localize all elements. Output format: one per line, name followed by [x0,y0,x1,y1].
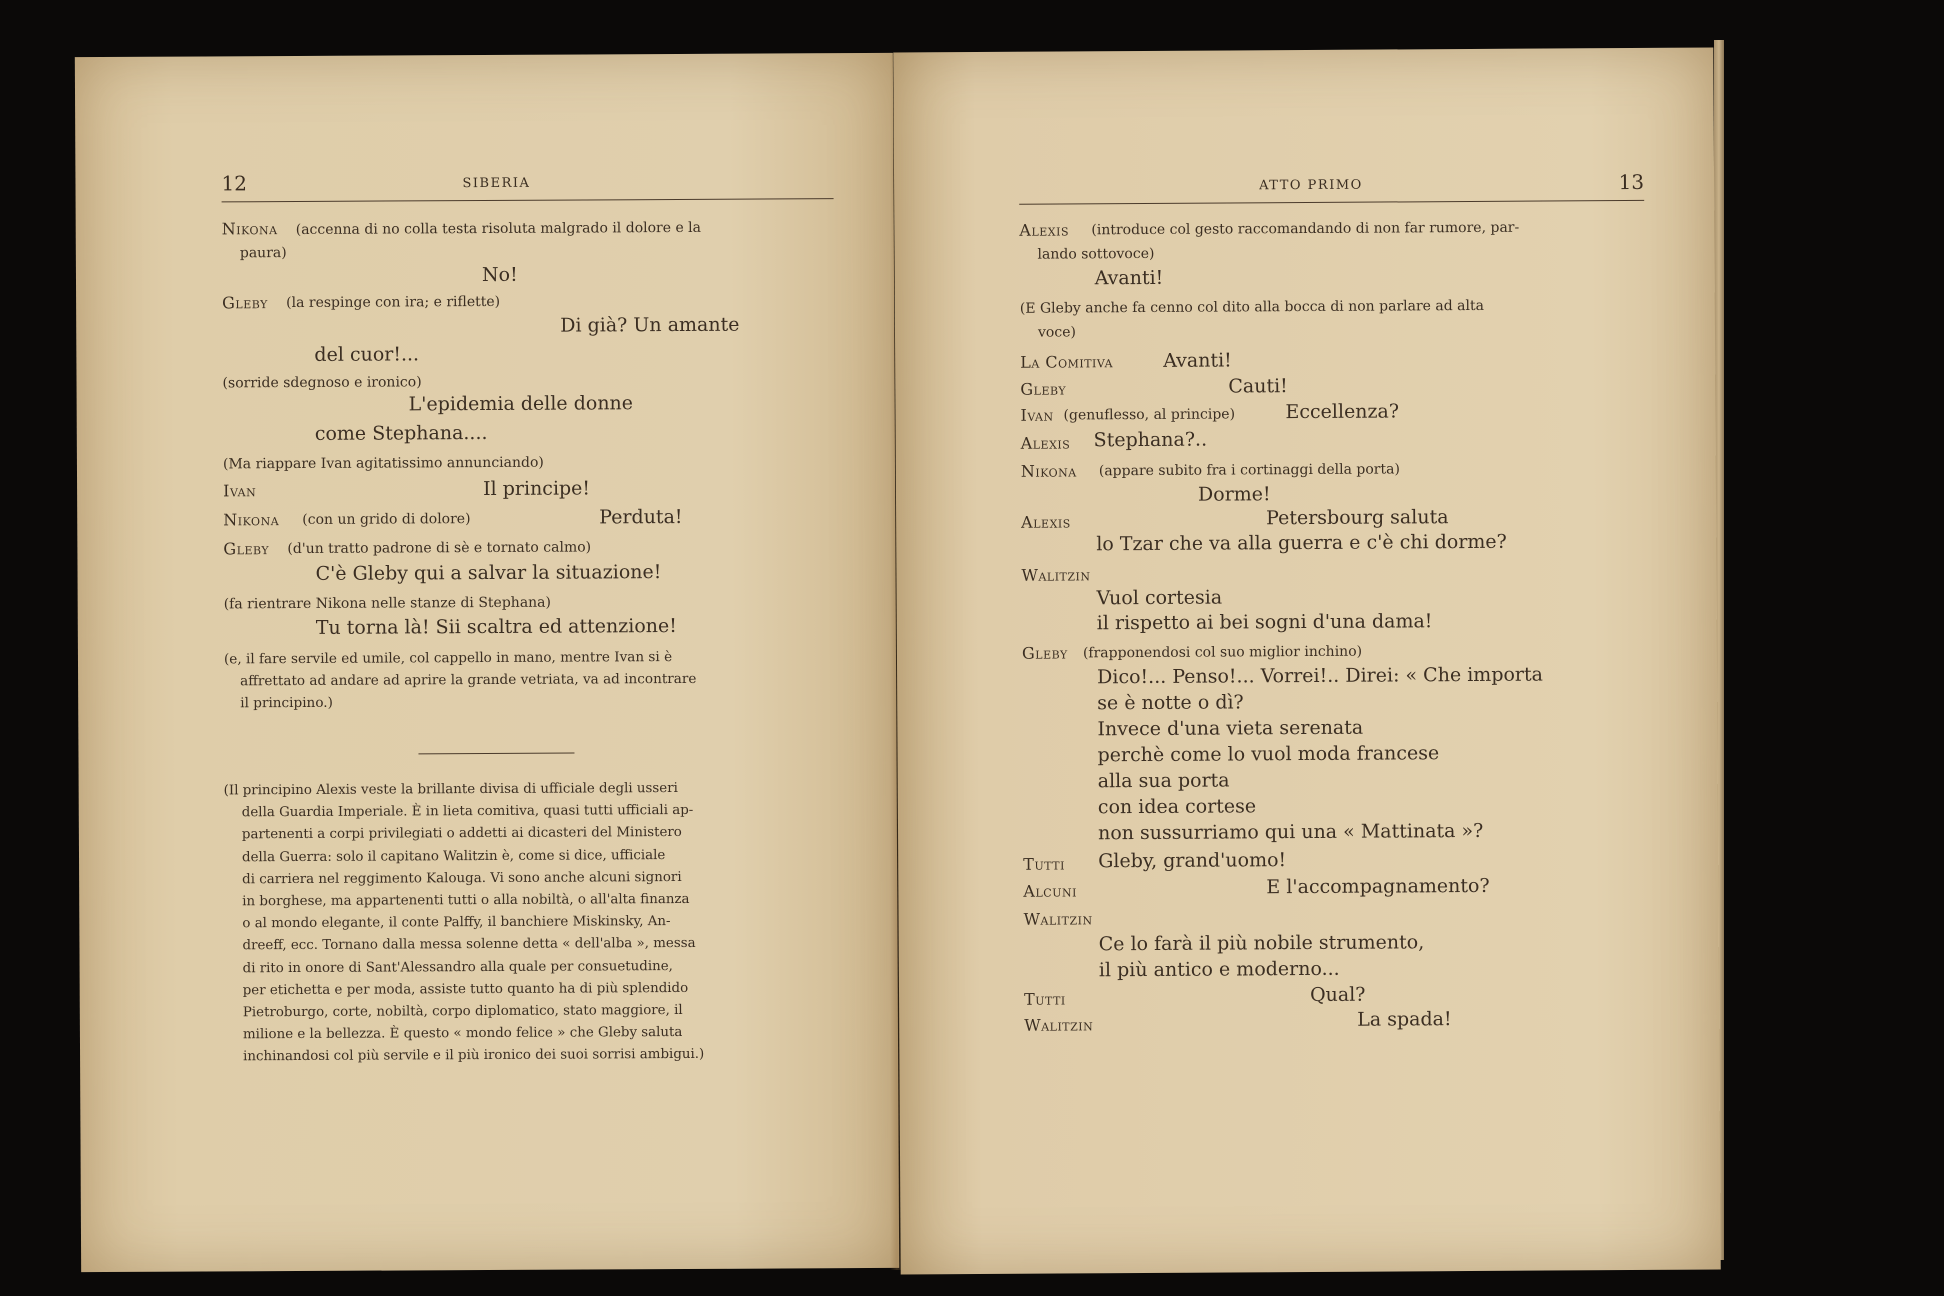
verse-line: Cauti! [1228,375,1288,398]
speaker-alexis: Alexis [1021,512,1071,532]
stage-direction: (e, il fare servile ed umile, col cappello in mano, mentre Ivan si è [223,649,673,668]
speaker-gleby: Gleby [223,539,270,559]
verse-line: Invece d'una vieta serenata [1097,716,1364,741]
paragraph-line: per etichetta e per moda, assiste tutto quanto ha di più splendido [242,980,689,999]
verse-line: lo Tzar che va alla guerra e c'è chi dorme? [1096,530,1507,556]
speaker-alcuni: Alcuni [1023,881,1077,901]
paragraph-line: o al mondo elegante, il conte Palffy, il banchiere Miskinsky, An- [242,914,671,932]
verse-line: Dorme! [1197,483,1271,506]
right-page-number: 13 [1618,169,1645,195]
stage-direction: paura) [239,245,287,262]
paragraph-line: della Guerra: solo il capitano Walitzin è, come si dice, ufficiale [241,847,666,865]
left-page [75,53,899,1272]
stage-direction: (sorride sdegnoso e ironico) [222,374,422,392]
paragraph-line: dreeff, ecc. Tornano dalla messa solenne detta « dell'alba », messa [242,936,696,954]
paragraph-line: di carriera nel reggimento Kalouga. Vi sono anche alcuni signori [242,869,682,888]
verse-line: Vuol cortesia [1096,586,1223,610]
speaker-ivan: Ivan [1020,405,1054,425]
stage-direction: (accenna di no colla testa risoluta malgrado il dolore e la [295,219,702,238]
verse-line: L'epidemia delle donne [408,392,634,416]
speaker-walitzin: Walitzin [1023,909,1093,929]
paragraph-line: milione e la bellezza. È questo « mondo felice » che Gleby saluta [242,1025,683,1043]
verse-line: se è notte o dì? [1097,691,1244,715]
verse-line: Di già? Un amante [560,313,740,337]
left-header [221,168,833,202]
verse-line: Dico!... Penso!... Vorrei!.. Direi: « Che importa [1097,663,1544,689]
verse-line: E l'accompagnamento? [1266,874,1490,899]
paragraph-line: della Guardia Imperiale. È in lieta comitiva, quasi tutti ufficiali ap- [241,803,694,821]
speaker-gleby: Gleby [1020,379,1067,399]
stage-direction: (frapponendosi col suo miglior inchino) [1082,643,1363,662]
paragraph-line: di rito in onore di Sant'Alessandro alla quale per consuetudine, [242,958,673,976]
paragraph-line: partenenti a corpi privilegiati o addetti ai dicasteri del Ministero [241,825,682,843]
speaker-nikona: Nikona [223,510,280,530]
speaker-gleby: Gleby [222,293,268,313]
verse-line: Eccellenza? [1285,400,1400,424]
stage-direction: voce) [1037,324,1076,341]
speaker-alexis: Alexis [1019,220,1070,240]
verse-line: No! [481,263,518,287]
verse-line: C'è Gleby qui a salvar la situazione! [315,561,662,585]
verse-line: il più antico e moderno... [1098,957,1340,982]
verse-line: Ce lo farà il più nobile strumento, [1098,931,1425,956]
verse-line: Avanti! [1163,349,1232,372]
left-running-head: SIBERIA [462,175,531,192]
paragraph-line: (Il principino Alexis veste la brillante divisa di ufficiale degli usseri [223,781,678,799]
verse-line: con idea cortese [1097,795,1257,819]
speaker-tutti: Tutti [1023,854,1065,874]
verse-line: Tu torna là! Sii scaltra ed attenzione! [315,615,677,639]
description-paragraph [224,777,844,1069]
stage-direction: (Ma riappare Ivan agitatissimo annunciando) [222,454,544,473]
verse-line: Petersbourg saluta [1266,506,1449,530]
stage-direction: lando sottovoce) [1037,245,1155,263]
speaker-nikona: Nikona [1020,461,1077,481]
verse-line: perchè come lo vuol moda francese [1097,742,1440,767]
stage-direction: (appare subito fra i cortinaggi della porta) [1098,461,1400,480]
stage-direction: (d'un tratto padrone di sè e tornato calmo) [287,539,592,558]
stage-direction: (introduce col gesto raccomandando di non far rumore, par- [1091,219,1520,239]
stage-direction: il principino.) [240,694,333,712]
verse-line: La spada! [1357,1008,1452,1031]
verse-line: il rispetto ai bei sogni d'una dama! [1096,610,1433,635]
stage-direction: affrettato ad andare ad aprire la grande vetriata, va ad incontrare [240,670,697,690]
speaker-walitzin: Walitzin [1021,565,1091,585]
verse-line: come Stephana.... [314,421,488,445]
verse-line: Qual? [1309,983,1366,1006]
stage-direction: (la respinge con ira; e riflette) [286,293,501,312]
right-header [1019,170,1644,205]
right-page [893,48,1720,1275]
speaker-nikona: Nikona [221,219,278,239]
speaker-tutti: Tutti [1024,989,1066,1009]
verse-line: Il principe! [483,477,591,501]
speaker-walitzin: Walitzin [1024,1015,1094,1035]
paragraph-line: inchinandosi col più servile e il più ironico dei suoi sorrisi ambigui.) [243,1047,705,1065]
verse-line: alla sua porta [1097,769,1230,793]
stage-direction: (con un grido di dolore) [302,511,471,528]
section-divider [418,753,574,755]
stage-direction: (fa rientrare Nikona nelle stanze di Stephana) [223,594,552,613]
verse-line: Gleby, grand'uomo! [1098,849,1287,873]
left-page-number: 12 [221,171,248,196]
stage-direction: (genuflesso, al principe) [1063,406,1236,424]
verse-line: del cuor!... [314,343,420,366]
speaker-ivan: Ivan [223,481,257,501]
verse-line: Perduta! [599,505,683,529]
speaker-la-comitiva: La Comitiva [1020,352,1114,372]
right-running-head: ATTO PRIMO [1259,177,1363,194]
paragraph-line: Pietroburgo, corte, nobiltà, corpo diplomatico, stato maggiore, il [242,1003,683,1021]
paragraph-line: in borghese, ma appartenenti tutti o alla nobiltà, o all'alta finanza [242,891,690,910]
speaker-gleby: Gleby [1021,643,1068,663]
verse-line: Avanti! [1094,266,1164,290]
verse-line: Stephana?.. [1093,428,1208,452]
stage-direction: (E Gleby anche fa cenno col dito alla bocca di non parlare ad alta [1019,297,1484,317]
verse-line: non sussurriamo qui una « Mattinata »? [1097,819,1484,845]
speaker-alexis: Alexis [1020,433,1071,453]
